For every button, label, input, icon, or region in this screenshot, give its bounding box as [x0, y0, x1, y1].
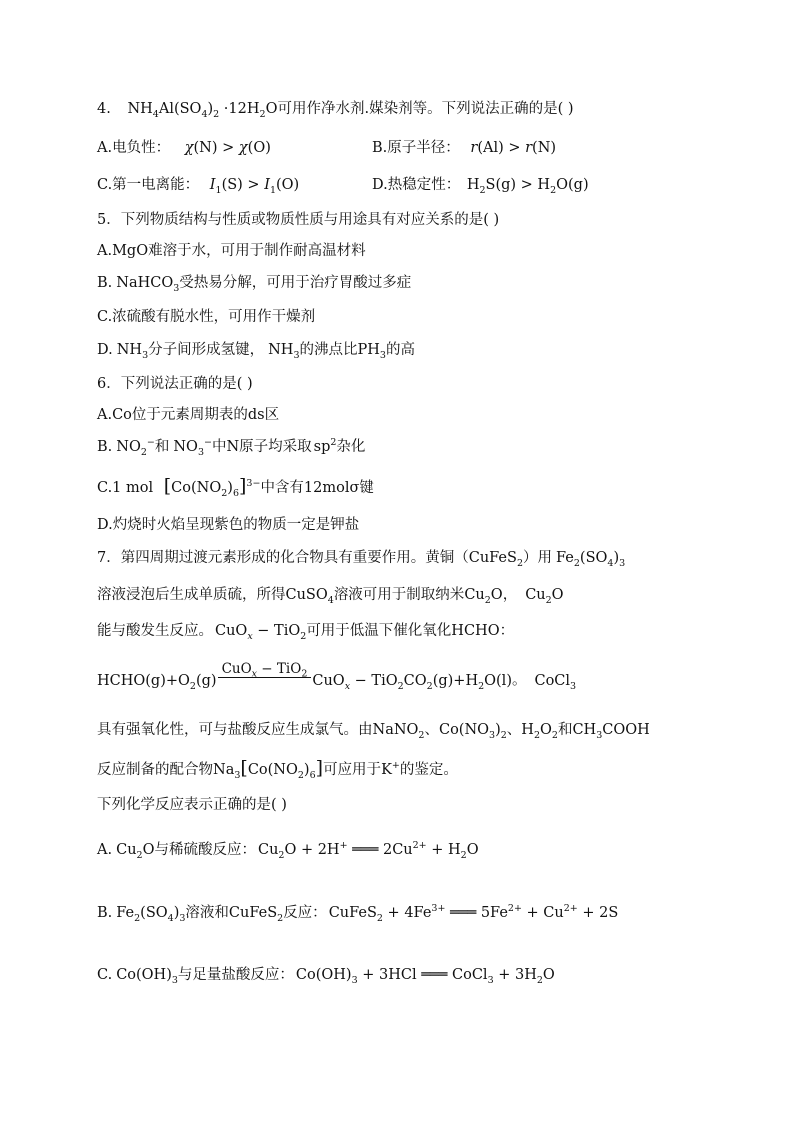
q7-option-a-formula: $Cu_2O$ — [116, 842, 155, 861]
q7-stem-text-5b: 、 — [424, 722, 439, 738]
q7-formula-cu2o-2: $Cu_2O$ — [525, 587, 564, 606]
q5-option-d — [97, 340, 415, 360]
q7-formula-cono32: $Co(NO_3)_2$ — [438, 722, 507, 741]
q7-stem-text-6a: 反应制备的配合物 — [97, 762, 213, 778]
q7-option-a-text: 与稀硫酸反应： — [154, 842, 256, 858]
q7-equation-line — [97, 661, 577, 692]
q7-stem-line-2 — [97, 585, 564, 605]
q7-stem-text-5a: 具有强氧化性，可与盐酸反应生成氯气。由 — [97, 722, 373, 738]
q7-option-a — [97, 840, 479, 860]
q7-option-c-label: C. — [97, 967, 113, 983]
q4-option-a-formula: χ(N) > χ(O) — [184, 140, 271, 156]
q7-catalyst-name: CuO — [221, 661, 252, 677]
q7-stem-text-5d: 和 — [557, 722, 573, 738]
q7-stem-text-2b: 溶液可用于制取纳米 — [333, 587, 465, 603]
q6-option-b — [97, 437, 365, 457]
q6-option-b-sp2: $sp^2$ — [313, 437, 337, 455]
q7-formula-catalyst: CuO$_x$ − TiO$_2$ — [215, 623, 307, 642]
q4-option-a-label: A.电负性： — [97, 140, 171, 156]
q5-option-c: C.浓硫酸有脱水性，可用作干燥剂 — [97, 309, 316, 325]
q7-formula-h2o2: $H_2O_2$ — [521, 722, 558, 741]
q7-option-c-text: 与足量盐酸反应： — [177, 967, 294, 983]
q4-stem — [97, 99, 574, 119]
q7-formula-cu2o-1: $Cu_2O$ — [464, 587, 503, 606]
q7-option-c-formula: $Co(OH)_3$ — [116, 967, 178, 986]
q4-stem-text: 可用作净水剂.媒染剂等。下列说法正确的是( ) — [277, 101, 574, 117]
q7-option-b-text-2: 反应： — [283, 905, 327, 921]
q7-option-b — [97, 903, 618, 923]
q5-option-d-label: D. — [97, 342, 113, 358]
q7-option-b-formula-1: $Fe_2(SO_4)_3$ — [116, 905, 186, 924]
q4-option-c — [97, 175, 299, 195]
q7-option-b-text-1: 溶液和 — [185, 905, 229, 921]
q4-number: 4. — [97, 101, 111, 117]
q7-stem-line-3 — [97, 621, 514, 641]
q6-option-c-label: C.1 mol — [97, 480, 154, 496]
q7-stem-text-3a: 能与酸发生反应。 — [97, 623, 213, 639]
q7-formula-k-ion: K+ — [381, 760, 400, 778]
q7-option-c — [97, 965, 555, 985]
q4-formula: $NH_4Al(SO_4)_2 \cdot 12H_2O$ — [127, 101, 278, 120]
q7-equation-products: $CuO_x - TiO_2CO_2(g)+H_2O(l)$ — [312, 672, 512, 692]
q4-option-a — [97, 138, 271, 158]
q7-option-a-label: A. — [97, 842, 113, 858]
q7-stem-text-5c: 、 — [506, 722, 522, 738]
q7-stem-text-4end: 。 — [511, 672, 527, 689]
q6-option-b-text-3: 杂化 — [336, 439, 366, 455]
q4-option-b-formula: r(Al) > r(N) — [470, 140, 557, 156]
q5-stem: 5．下列物质结构与性质或物质性质与用途具有对应关系的是( ) — [97, 212, 500, 228]
q5-option-d-text-2: 的沸点比 — [299, 342, 358, 358]
q7-formula-na3-complex: $Na_3[Co(NO_2)_6]$ — [213, 757, 324, 781]
q7-formula-ch3cooh: $CH_3COOH$ — [572, 722, 650, 741]
q4-option-d — [372, 175, 589, 195]
q7-formula-fe2so43: $Fe_2(SO_4)_3$ — [556, 550, 626, 569]
q4-option-b-label: B.原子半径： — [372, 140, 460, 156]
q4-option-c-label: C.第一电离能： — [97, 177, 200, 193]
q7-stem-text-2c: ， — [502, 587, 518, 603]
q5-option-a: A.MgO难溶于水，可用于制作耐高温材料 — [97, 243, 366, 259]
q7-stem-text-1a: 7．第四周期过渡元素形成的化合物具有重要作用。黄铜（ — [97, 550, 469, 566]
q6-option-b-text-1: 和 — [154, 439, 170, 455]
q7-equation-reactants: $HCHO(g)+O_2(g)$ — [97, 672, 217, 692]
q7-formula-cuso4: CuSO$_4$ — [285, 587, 334, 606]
q7-formula-cufes2: CuFeS$_2$ — [468, 550, 523, 569]
q7-equation-catalyst-arrow — [218, 661, 312, 682]
q7-stem-line-6 — [97, 758, 458, 780]
q6-option-a: A.Co位于元素周期表的ds区 — [97, 407, 280, 423]
q6-option-c-complex: $[Co(NO_2)_6]^{3-}$ — [163, 475, 261, 499]
q7-option-c-equation: $Co(OH)_3 + 3HCl$ ═══ CoCl$_3$ + $3H_2O$ — [295, 967, 555, 986]
q6-stem: 6．下列说法正确的是( ) — [97, 376, 253, 392]
q7-option-a-equation: $Cu_2O + 2H^+$ ═══ $2Cu^{2+} + H_2O$ — [257, 840, 479, 861]
q4-option-b — [372, 138, 556, 158]
q7-option-b-label: B. — [97, 905, 113, 921]
q7-stem-text-6c: 的鉴定。 — [399, 762, 458, 778]
q5-option-b — [97, 273, 411, 293]
q5-option-d-formula-3: $PH_3$ — [357, 342, 386, 361]
q6-option-b-text-2: 中N原子均采取 — [211, 439, 312, 455]
q6-option-b-label: B. — [97, 439, 113, 455]
q7-stem-line-1 — [97, 548, 625, 568]
q7-equation-catalyst-label: CuO$_x$ − TiO$_2$ — [221, 661, 308, 680]
q7-stem-line-5 — [97, 720, 650, 740]
q6-option-c-text: 中含有12molσ键 — [260, 480, 374, 496]
q4-option-c-formula: $I_1(S) > I_1(O)$ — [209, 177, 300, 196]
q5-option-d-text-3: 的高 — [385, 342, 415, 358]
q5-option-d-formula-2: $NH_3$ — [268, 342, 300, 361]
q7-ask: 下列化学反应表示正确的是( ) — [97, 797, 287, 813]
q4-option-d-formula: $H_2S(g) > H_2O(g)$ — [466, 177, 589, 196]
q7-stem-text-2a: 溶液浸泡后生成单质硫，所得 — [97, 587, 286, 603]
q5-option-d-text-1: 分子间形成氢键， — [148, 342, 265, 358]
q6-option-c — [97, 476, 374, 498]
q7-stem-text-6b: 可应用于 — [323, 762, 382, 778]
q7-stem-text-1b: ）用 — [523, 550, 552, 566]
q7-formula-nano2: NaNO$_2$ — [372, 722, 425, 741]
q7-option-b-equation: CuFeS$_2$ + $4Fe^{3+}$ ═══ $5Fe^{2+} + Cu^{2+} + 2S$ — [328, 903, 619, 924]
q5-option-b-text: 受热易分解，可用于治疗胃酸过多症 — [179, 275, 412, 291]
q7-stem-text-3b: 可用于低温下催化氧化HCHO： — [306, 623, 515, 639]
q5-option-b-formula: NaHCO$_3$ — [116, 275, 180, 294]
q6-option-d: D.灼烧时火焰呈现紫色的物质一定是钾盐 — [97, 517, 360, 533]
q7-option-b-formula-2: CuFeS$_2$ — [228, 905, 284, 924]
q7-formula-cocl3: CoCl$_3$ — [534, 672, 577, 692]
q7-equation-bot — [218, 678, 312, 682]
q6-option-b-formula-2: $NO_3^-$ — [173, 437, 212, 458]
q4-option-d-label: D.热稳定性： — [372, 177, 461, 193]
q5-option-b-label: B. — [97, 275, 113, 291]
q5-option-d-formula-1: $NH_3$ — [116, 342, 149, 361]
q6-option-b-formula-1: $NO_2^-$ — [116, 437, 155, 458]
